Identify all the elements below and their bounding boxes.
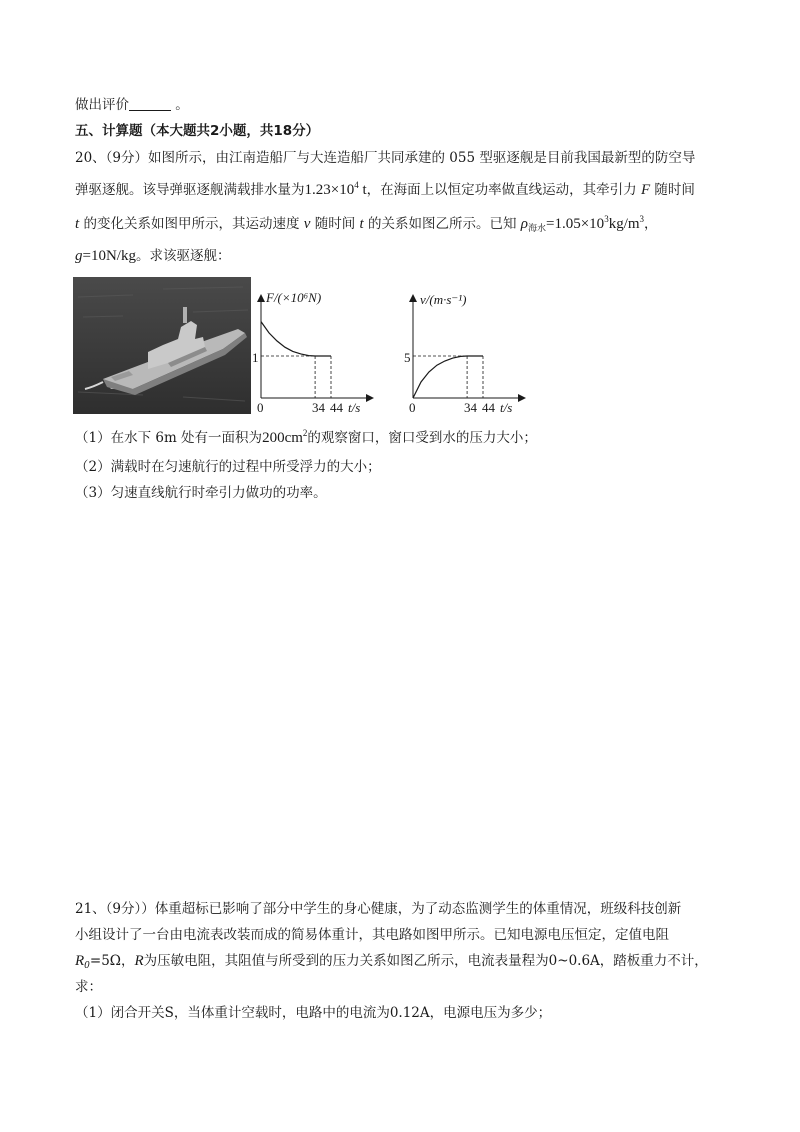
window-area: $200cm^2$	[262, 428, 308, 446]
y-axis-label: v/(m·s⁻¹)	[420, 292, 467, 307]
force-curve	[261, 322, 331, 356]
velocity-curve	[413, 356, 483, 398]
chart-force-time	[250, 288, 380, 418]
chart-velocity-time	[402, 288, 532, 418]
q20-line-2: 弹驱逐舰。该导弹驱逐舰满载排水量为$1.23\times 10^4$ t，在海面上以恒定功率做直线运动，其牵引力 F 随时间	[75, 180, 695, 198]
x-axis-label: t/s	[500, 400, 513, 415]
x-tick-0: 0	[257, 400, 264, 415]
previous-answer-line: 做出评价 。	[75, 97, 189, 113]
x-tick-34: 34	[464, 400, 477, 415]
x-axis-label: t/s	[348, 400, 361, 415]
q20-line-1: 20、（9分）如图所示，由江南造船厂与大连造船厂共同承建的 055 型驱逐舰是目前我国最新型的防空导	[75, 150, 696, 166]
y-tick-5: 5	[404, 350, 411, 365]
x-tick-34: 34	[312, 400, 325, 415]
q20-sub-1: （1）在水下 6m 处有一面积为$200cm^2$的观察窗口，窗口受到水的压力大小；	[75, 428, 537, 446]
x-tick-44: 44	[482, 400, 495, 415]
q20-line-4: g=10N/kg。求该驱逐舰：	[75, 248, 231, 264]
q20-sub-2: （2）满载时在匀速航行的过程中所受浮力的大小；	[75, 459, 381, 475]
y-axis-label: F/(×10⁶N)	[266, 290, 322, 305]
q20-sub-3: （3）匀速直线航行时牵引力做功的功率。	[75, 485, 327, 501]
answer-blank[interactable]	[129, 96, 171, 111]
x-tick-44: 44	[330, 400, 343, 415]
destroyer-photo	[73, 277, 251, 414]
displacement-value: $1.23\times 10^4$ t	[304, 180, 367, 198]
q20-line-3: t 的变化关系如图甲所示，其运动速度 v 随时间 t 的关系如图乙所示。已知 $\rho_{海水}=1.05\times 10^3kg/m^3$，	[75, 214, 658, 233]
y-tick-1: 1	[252, 350, 259, 365]
q21-line-1: 21、（9分））体重超标已影响了部分中学生的身心健康，为了动态监测学生的体重情况，班级科技创新	[75, 901, 682, 917]
x-tick-0: 0	[409, 400, 416, 415]
q21-line-3: $R_0=5\Omega$，R为压敏电阻，其阻值与所受到的压力关系如图乙所示，电流表量程为0~0.6A，踏板重力不计，	[75, 953, 708, 971]
q21-sub-1: （1）闭合开关S，当体重计空载时，电路中的电流为0.12A，电源电压为多少；	[75, 1005, 552, 1021]
gravity-constant: g=10N/kg	[75, 248, 136, 264]
section-heading: 五、计算题（本大题共2小题，共18分）	[75, 123, 320, 139]
seawater-density: $\rho_{海水}=1.05\times 10^3kg/m^3$	[520, 214, 645, 233]
q21-line-2: 小组设计了一台由电流表改装而成的简易体重计，其电路如图甲所示。已知电源电压恒定，定值电阻	[75, 927, 669, 943]
q21-line-4: 求：	[75, 979, 102, 995]
